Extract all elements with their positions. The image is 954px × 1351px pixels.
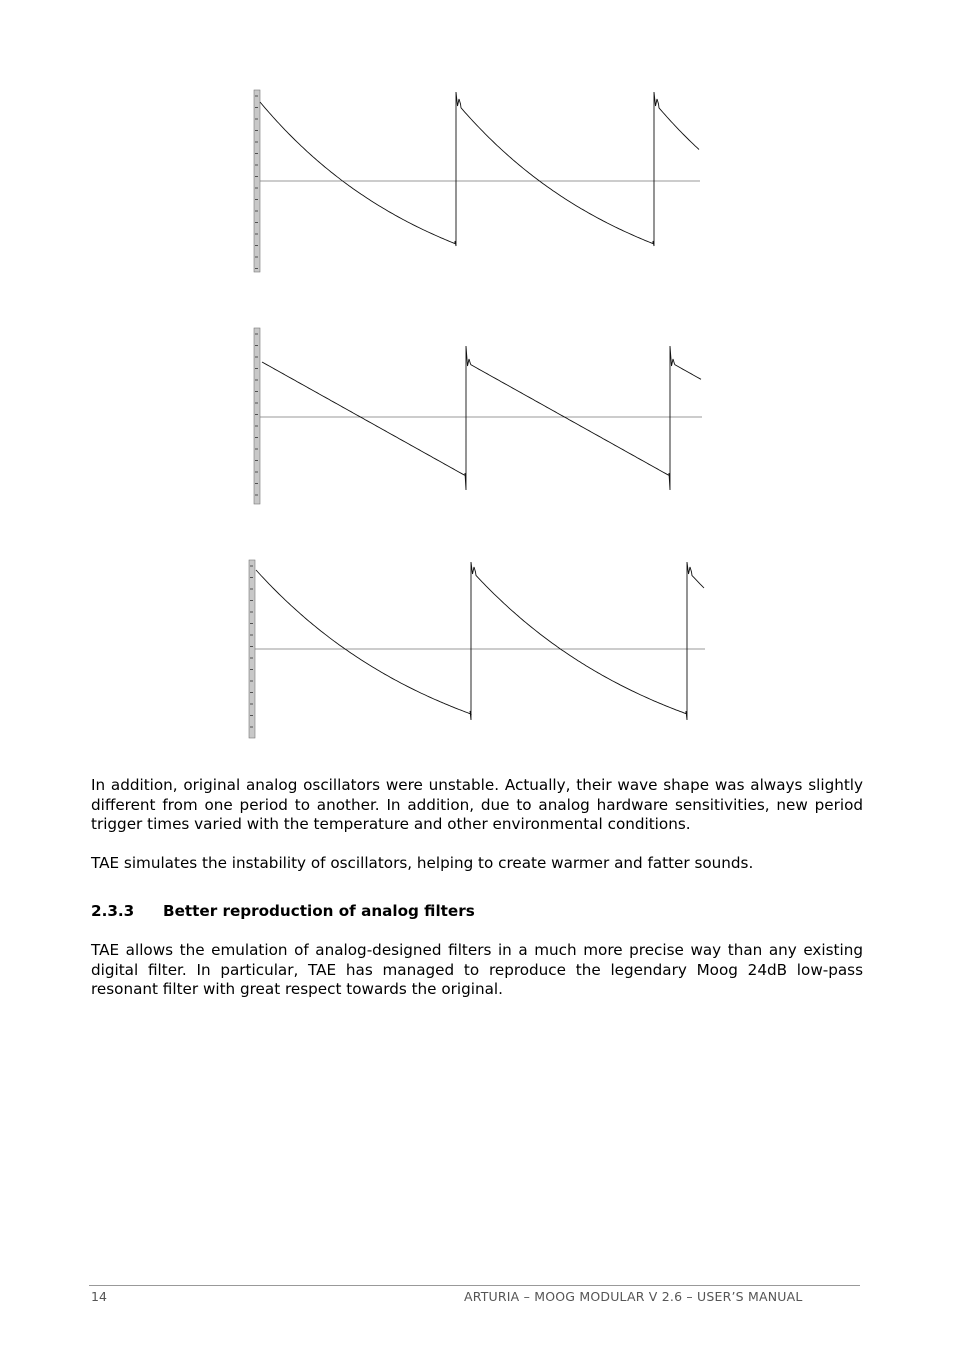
scope-ruler — [249, 560, 255, 738]
section-title: Better reproduction of analog filters — [163, 902, 475, 920]
section-number: 2.3.3 — [91, 902, 135, 920]
sawtooth-waveform-figure-1 — [250, 88, 705, 276]
scope-ruler — [254, 90, 260, 272]
section-heading — [91, 902, 475, 920]
sawtooth-waveform-figure-3 — [246, 558, 708, 740]
waveform-trace — [256, 562, 704, 720]
sawtooth-waveform-figure-2 — [250, 326, 705, 508]
paragraph-filter-emulation: TAE allows the emulation of analog-designed filters in a much more precise way than any existing digital filter. In particular, TAE has managed to reproduce the legendary Moog 24dB low-pass resonant filter with great respect towards the original. — [91, 941, 863, 998]
footer-page-number: 14 — [91, 1289, 107, 1304]
footer-manual-title: ARTURIA – MOOG MODULAR V 2.6 – USER’S MANUAL — [464, 1289, 803, 1304]
waveform-trace — [260, 92, 699, 246]
paragraph-oscillator-instability: In addition, original analog oscillators were unstable. Actually, their wave shape was always slightly different from one period to another. In addition, due to analog hardware sensitivities, new period trigger times varied with the temperature and other environmental conditions. — [91, 776, 863, 833]
scope-ruler — [254, 328, 260, 504]
footer-divider — [89, 1285, 860, 1286]
waveform-trace — [262, 346, 701, 490]
paragraph-tae-simulation: TAE simulates the instability of oscillators, helping to create warmer and fatter sounds. — [91, 854, 754, 872]
